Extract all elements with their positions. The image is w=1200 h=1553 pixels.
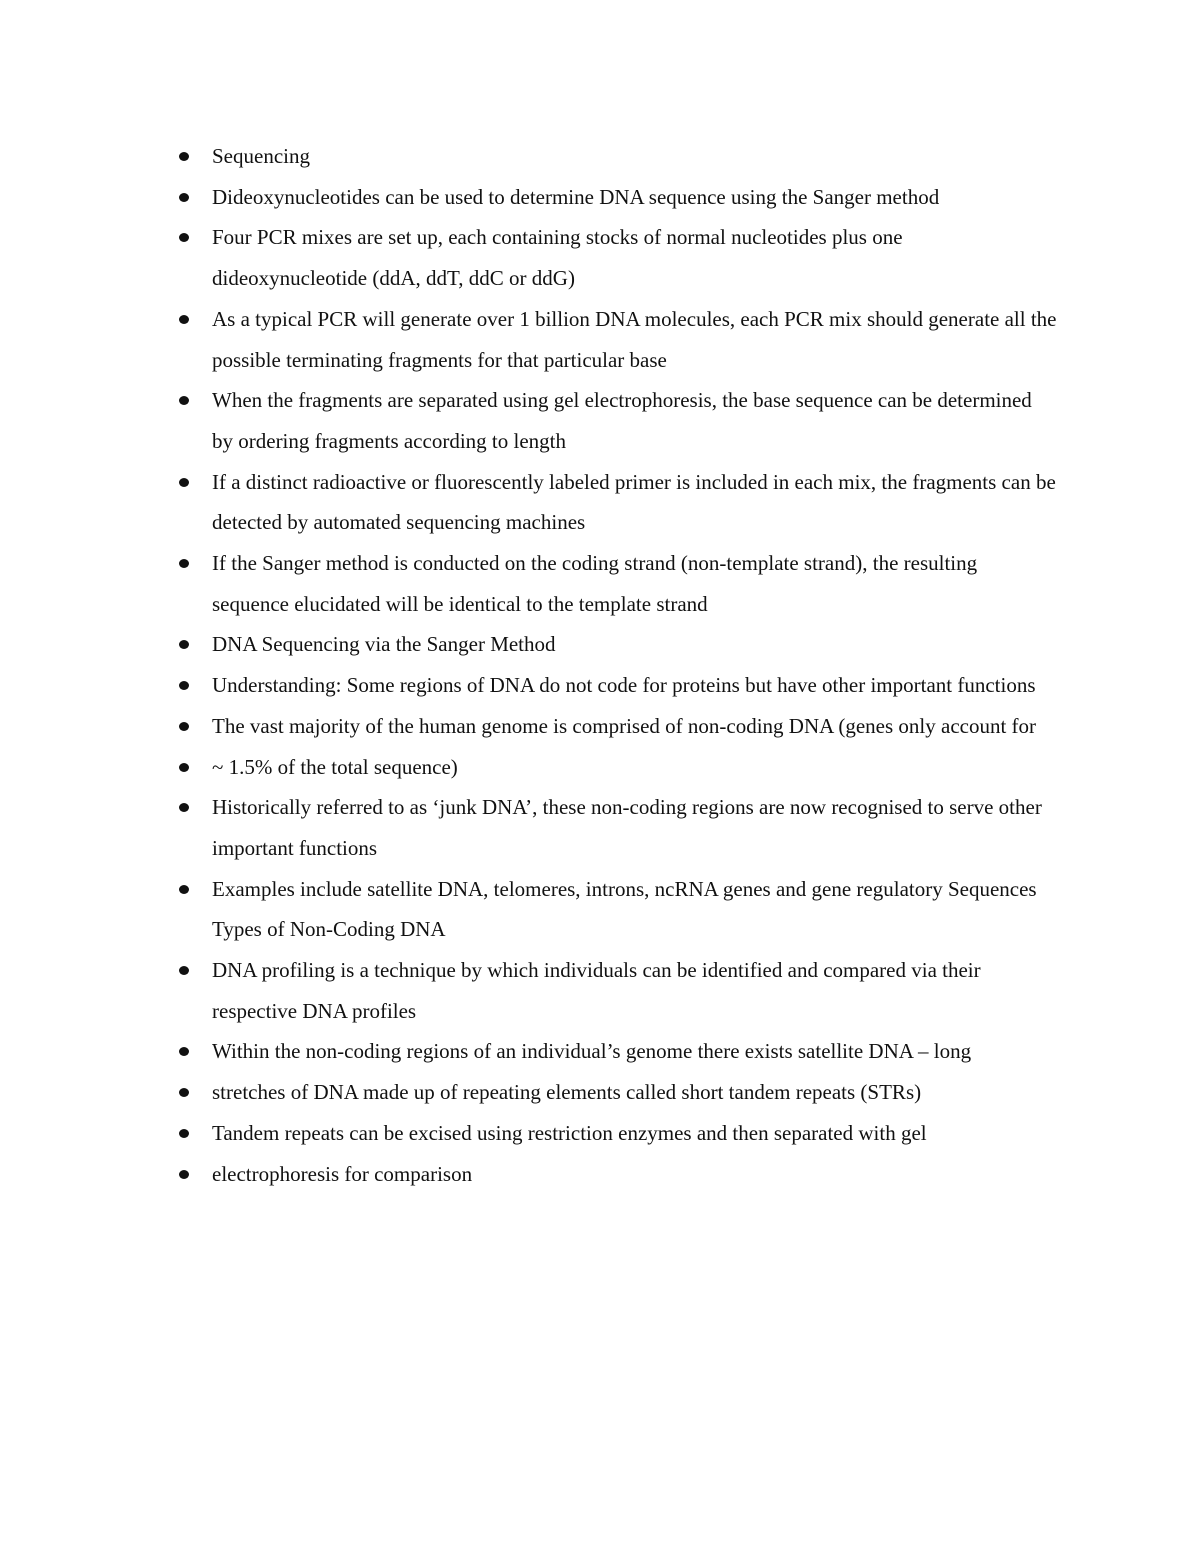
list-item-text: Examples include satellite DNA, telomeres, introns, ncRNA genes and gene regulatory Sequences	[212, 876, 1037, 901]
list-item-text: Sequencing	[212, 144, 310, 168]
list-item-text: When the fragments are separated using gel electrophoresis, the base sequence can be determined by ordering fragments according to length	[212, 388, 1032, 453]
list-item	[178, 462, 1058, 543]
list-item-text: If a distinct radioactive or fluorescently labeled primer is included in each mix, the fragments can be detected by automated sequencing machines	[212, 469, 1056, 535]
list-item	[178, 950, 1058, 1031]
list-item	[178, 543, 1058, 624]
list-item-text: ~ 1.5% of the total sequence)	[212, 754, 458, 779]
bullet-icon	[179, 1088, 189, 1097]
list-item	[178, 624, 1058, 665]
bullet-icon	[179, 1170, 189, 1179]
list-item	[178, 136, 1058, 177]
list-item	[178, 747, 1058, 788]
bullet-icon	[179, 1047, 189, 1056]
list-item-text: Tandem repeats can be excised using restriction enzymes and then separated with gel	[212, 1120, 927, 1145]
list-item	[178, 1154, 1058, 1195]
list-item-text: Dideoxynucleotides can be used to determine DNA sequence using the Sanger method	[212, 184, 940, 209]
list-item	[178, 1113, 1058, 1154]
bullet-icon	[179, 478, 189, 487]
bullet-icon	[179, 681, 189, 690]
list-item	[178, 665, 1058, 706]
bullet-icon	[179, 803, 189, 812]
bullet-icon	[179, 396, 189, 405]
list-item-text: DNA profiling is a technique by which individuals can be identified and compared via their respective DNA profiles	[212, 958, 981, 1023]
list-item-text: Historically referred to as ‘junk DNA’, these non-coding regions are now recognised to serve other important functions	[212, 795, 1042, 860]
list-item-text: electrophoresis for comparison	[212, 1161, 473, 1186]
list-item-text: Within the non-coding regions of an individual’s genome there exists satellite DNA – long	[212, 1039, 972, 1064]
list-item	[178, 299, 1058, 380]
bullet-icon	[179, 885, 189, 894]
bullet-icon	[179, 640, 189, 649]
list-item-text: Four PCR mixes are set up, each containing stocks of normal nucleotides plus one dideoxynucleotide (ddA, ddT, ddC or ddG)	[212, 225, 903, 291]
list-item-text: DNA Sequencing via the Sanger Method	[212, 632, 556, 657]
list-item-text: As a typical PCR will generate over 1 billion DNA molecules, each PCR mix should generate all the possible terminating fragments for that particular base	[212, 306, 1057, 372]
list-item	[178, 706, 1058, 747]
list-item	[178, 1072, 1058, 1113]
list-item	[178, 787, 1058, 868]
list-item	[178, 217, 1058, 298]
bullet-icon	[179, 763, 189, 772]
bullet-list	[178, 136, 1058, 1194]
list-item	[178, 869, 1058, 910]
list-item	[178, 177, 1058, 218]
list-item-text: The vast majority of the human genome is comprised of non-coding DNA (genes only account for	[212, 713, 1037, 738]
list-item-text: Understanding: Some regions of DNA do not code for proteins but have other important functions	[212, 673, 1036, 698]
bullet-icon	[179, 315, 189, 324]
bullet-icon	[179, 193, 189, 202]
bullet-icon	[179, 559, 189, 568]
list-item	[178, 380, 1058, 461]
bullet-icon	[179, 966, 189, 975]
bullet-icon	[179, 1129, 189, 1138]
list-item	[178, 1031, 1058, 1072]
list-item-text: stretches of DNA made up of repeating elements called short tandem repeats (STRs)	[212, 1080, 922, 1105]
bullet-icon	[179, 152, 189, 161]
section-heading-text: Types of Non-Coding DNA	[212, 917, 446, 942]
bullet-icon	[179, 233, 189, 242]
section-heading	[178, 909, 1058, 950]
bullet-icon	[179, 722, 189, 731]
list-item-text: If the Sanger method is conducted on the coding strand (non-template strand), the resulting sequence elucidated will be identical to the template strand	[212, 551, 978, 616]
